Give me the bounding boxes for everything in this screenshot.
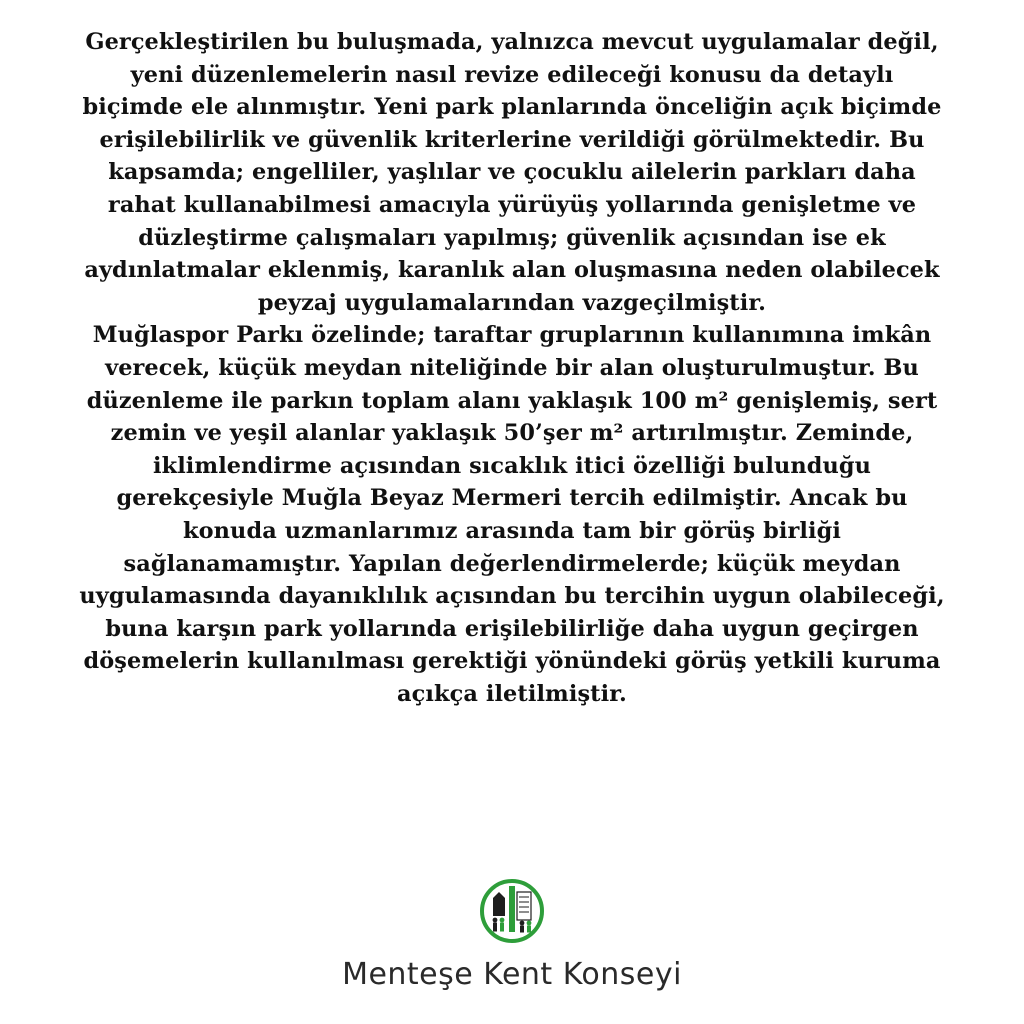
article-line: açıkça iletilmiştir. (397, 680, 627, 707)
article-line: gerekçesiyle Muğla Beyaz Mermeri tercih edilmiştir. Ancak bu (116, 485, 908, 512)
article-line: düzleştirme çalışmaları yapılmış; güvenlik açısından ise ek (138, 224, 886, 251)
article-line: sağlanamamıştır. Yapılan değerlendirmelerde; küçük meydan (123, 550, 901, 577)
article-line: rahat kullanabilmesi amacıyla yürüyüş yollarında genişletme ve (107, 191, 917, 218)
article-line: düzenleme ile parkın toplam alanı yaklaşık 100 m² genişlemiş, sert (86, 387, 938, 414)
article-body (14, 26, 1010, 710)
article-line: biçimde ele alınmıştır. Yeni park planlarında önceliğin açık biçimde (82, 94, 942, 121)
article-line: Gerçekleştirilen bu buluşmada, yalnızca mevcut uygulamalar değil, (85, 29, 939, 55)
footer-branding (0, 878, 1024, 992)
article-line: yeni düzenlemelerin nasıl revize edileceği konusu da detaylı (130, 61, 894, 88)
article-line: aydınlatmalar eklenmiş, karanlık alan oluşmasına neden olabilecek (84, 257, 940, 284)
article-line: peyzaj uygulamalarından vazgeçilmiştir. (257, 289, 767, 316)
article-line: uygulamasında dayanıklılık açısından bu tercihin uygun olabileceği, (79, 583, 945, 610)
article-line: döşemelerin kullanılması gerektiği yönündeki görüş yetkili kuruma (83, 648, 941, 675)
article-line: verecek, küçük meydan niteliğinde bir alan oluşturulmuştur. Bu (105, 354, 919, 381)
article-line: Muğlaspor Parkı özelinde; taraftar gruplarının kullanımına imkân (92, 322, 932, 349)
article-line: zemin ve yeşil alanlar yaklaşık 50’şer m² artırılmıştır. Zeminde, (110, 420, 914, 447)
article-line: konuda uzmanlarımız arasında tam bir görüş birliği (183, 517, 841, 544)
kent-konseyi-logo-icon (479, 878, 545, 944)
organization-name: Menteşe Kent Konseyi (342, 957, 682, 992)
article-line: buna karşın park yollarında erişilebilirliğe daha uygun geçirgen (105, 615, 919, 642)
article-line: kapsamda; engelliler, yaşlılar ve çocuklu ailelerin parkları daha (108, 159, 916, 186)
article-line: iklimlendirme açısından sıcaklık itici özelliği bulunduğu (152, 452, 872, 479)
article-line: erişilebilirlik ve güvenlik kriterlerine verildiği görülmektedir. Bu (99, 126, 925, 153)
